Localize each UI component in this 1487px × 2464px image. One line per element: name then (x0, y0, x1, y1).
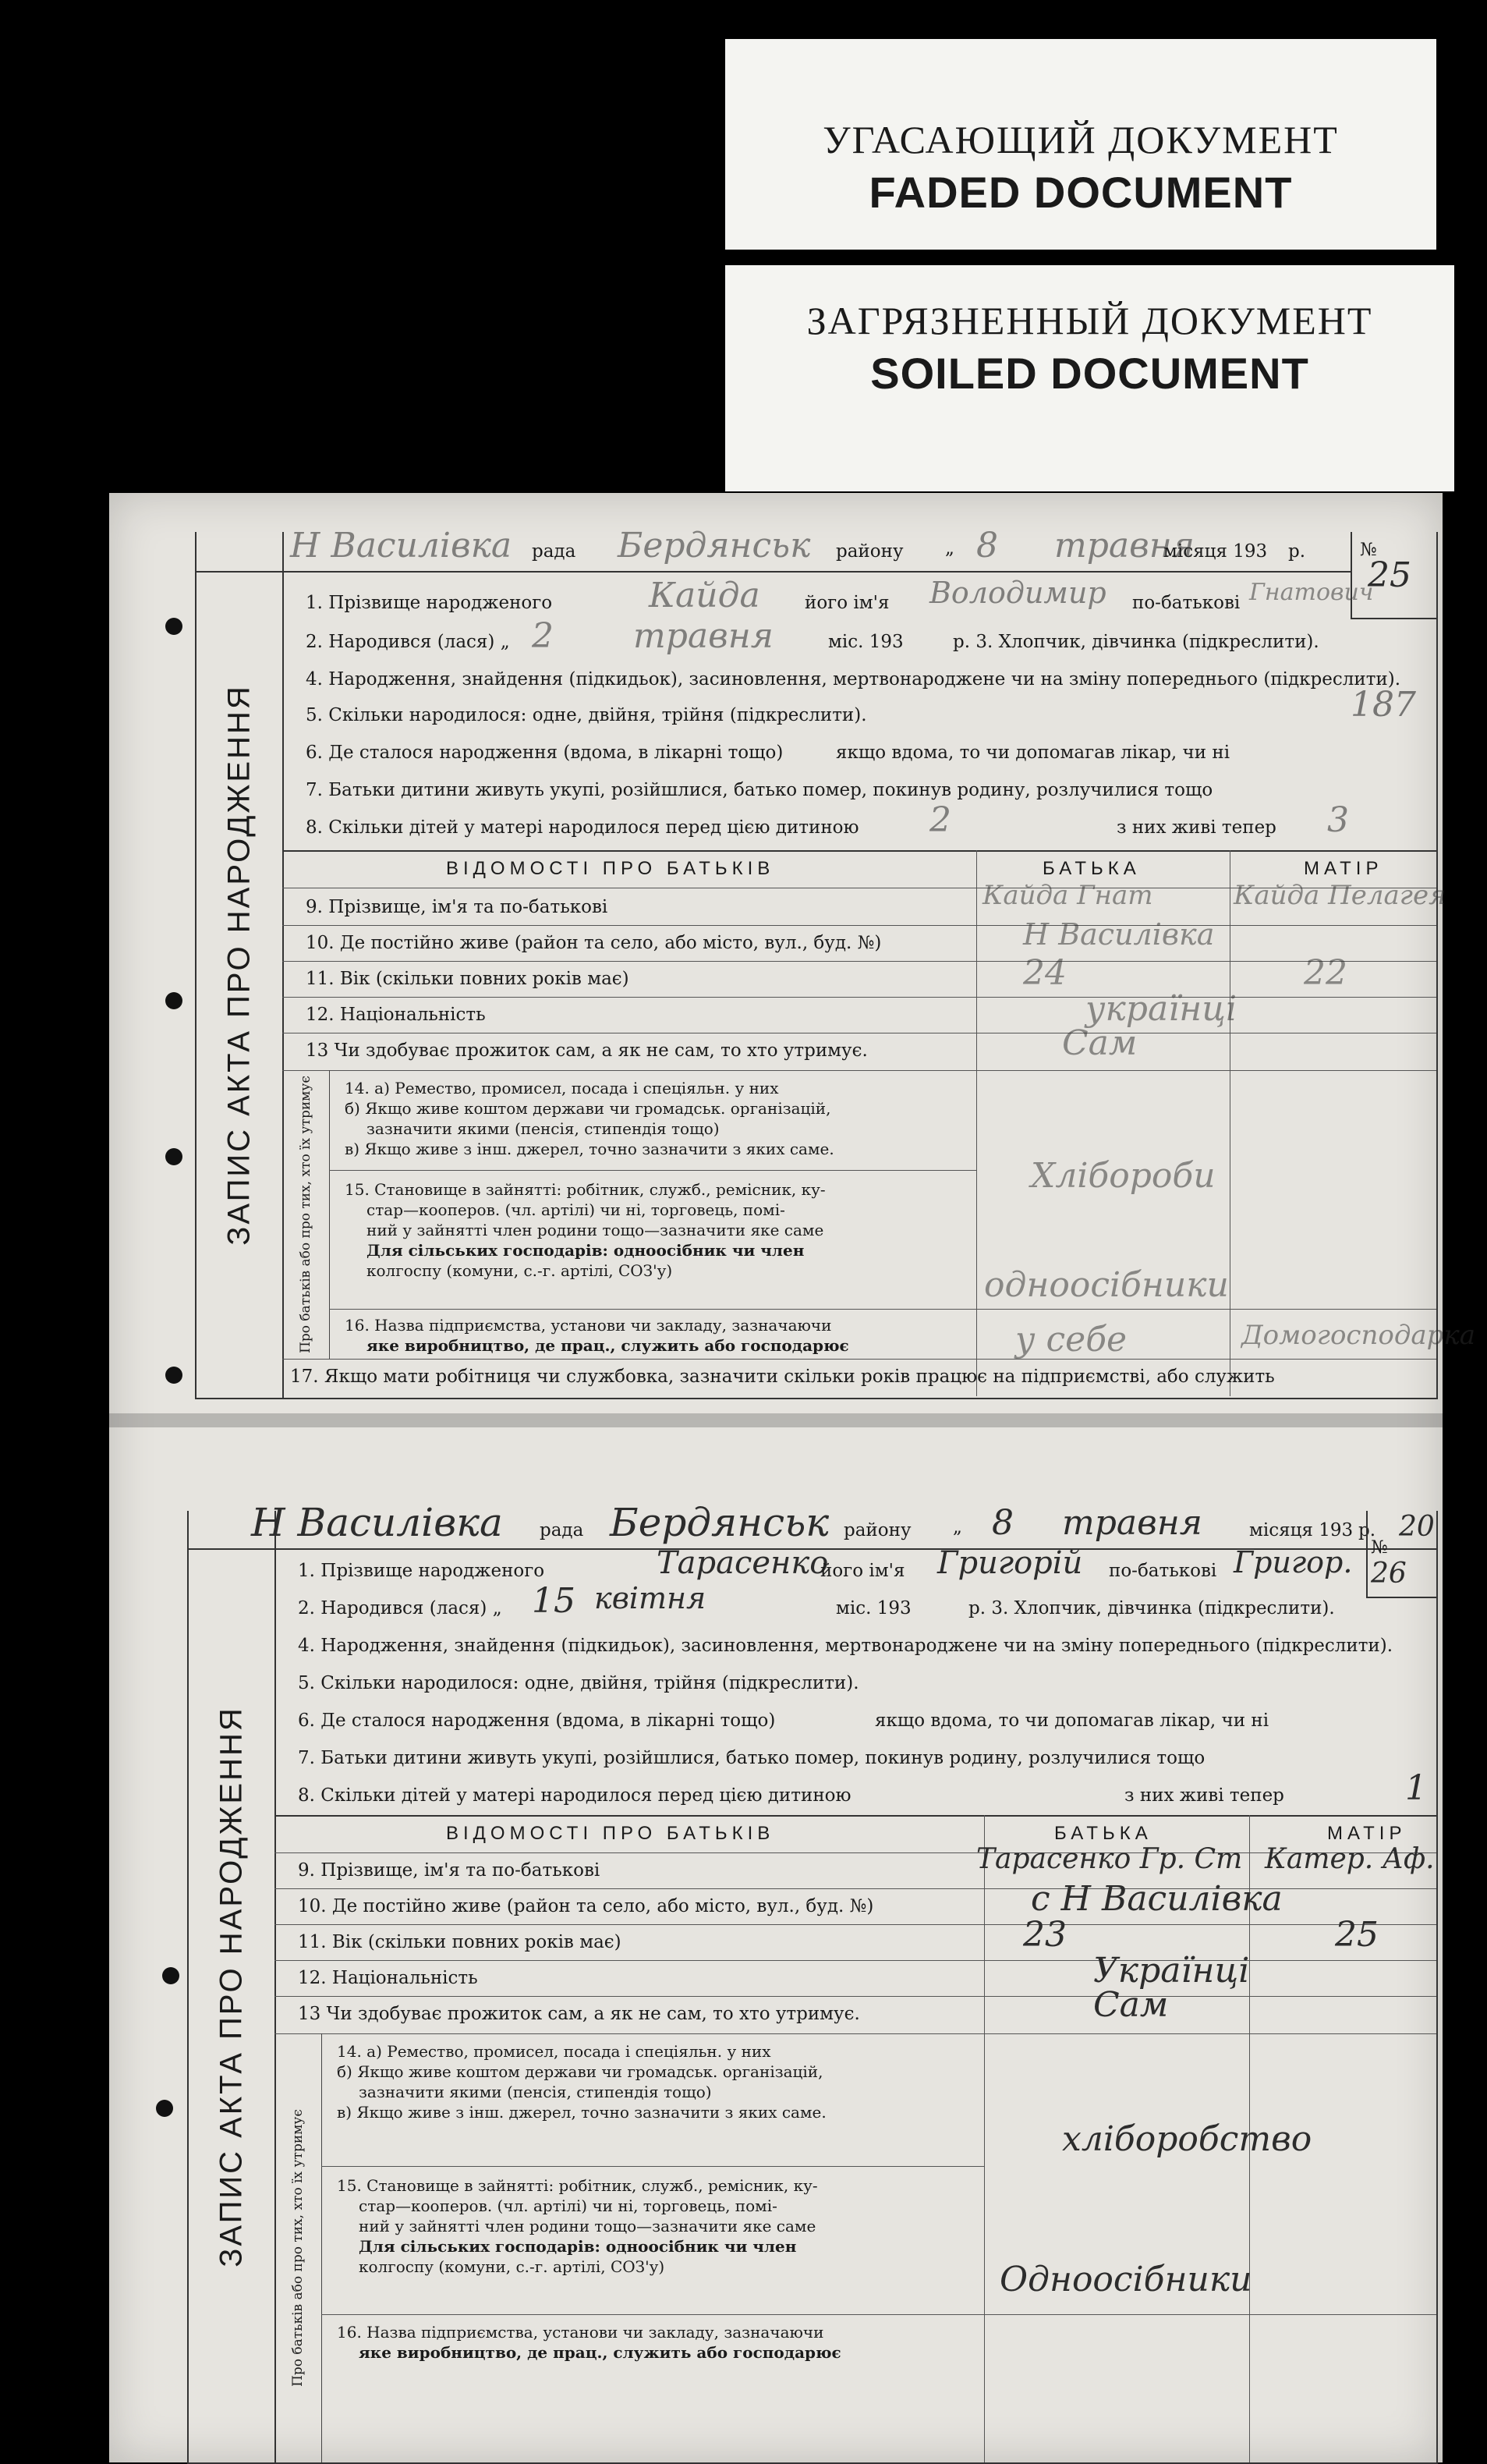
r7-label: 7. Батьки дитини живуть укупі, розійшлися, батько помер, покинув родину, розлучилися тощо (306, 780, 1213, 800)
r13-label: 13 Чи здобуває прожиток сам, а як не сам, то хто утримує. (306, 1041, 868, 1061)
record2-number-box (1366, 1511, 1436, 1598)
row-rule (274, 1996, 1436, 1997)
page-fold (109, 1413, 1443, 1427)
record2-district: Бердянськ (610, 1500, 830, 1545)
mother-header: МАТІР (1327, 1823, 1407, 1844)
row-rule (274, 1852, 1436, 1853)
row-rule (282, 997, 1436, 998)
record1-number: 25 (1368, 555, 1411, 595)
record1-margin-note: 187 (1351, 685, 1416, 725)
r8-alive-label: з них живі тепер (1117, 817, 1276, 838)
row-rule (329, 1170, 976, 1171)
r2-label: 2. Народився (лася) „ (298, 1598, 502, 1618)
parents-sub-side: Про батьків або про тих, хто їх утримує (274, 2033, 322, 2462)
r1-name-label: його ім'я (805, 593, 890, 613)
record2-day: 8 (992, 1503, 1014, 1543)
record1-q: „ (945, 538, 954, 558)
record1-birth-month: травня (633, 616, 774, 656)
r11-label: 11. Вік (скільки повних років має) (306, 969, 629, 989)
record1-r-label: р. (1288, 541, 1306, 562)
r6-doctor-label: якщо вдома, то чи допомагав лікар, чи ні (875, 1711, 1269, 1731)
r2-sex-label: р. 3. Хлопчик, дівчинка (підкреслити). (953, 632, 1319, 652)
r4-label: 4. Народження, знайдення (підкидьок), засиновлення, мертвонароджене чи на зміну попереднього (підкреслити). (298, 1636, 1393, 1656)
r8-label: 8. Скільки дітей у матері народилося перед цією дитиною (298, 1785, 851, 1806)
r1-name-label: його ім'я (820, 1561, 905, 1581)
record2-rayonu-label: району (844, 1520, 912, 1540)
record2-birth-month: квітня (594, 1581, 706, 1615)
r1-patronymic-label: по-батькові (1109, 1561, 1217, 1581)
r6-label: 6. Де сталося народження (вдома, в лікарні тощо) (298, 1711, 776, 1731)
r5-label: 5. Скільки народилося: одне, двійня, трійня (підкреслити). (306, 705, 867, 725)
record2-village: Н Василівка (251, 1500, 503, 1545)
record1-day: 8 (976, 526, 998, 565)
record1-rayonu-label: району (836, 541, 904, 562)
punch-hole (162, 1967, 179, 1984)
record1-name: Володимир (929, 576, 1106, 610)
r10-label: 10. Де постійно живе (район та село, або місто, вул., буд. №) (306, 933, 882, 953)
col-divider (984, 1815, 985, 2462)
row-rule (282, 1359, 1436, 1360)
father-header: БАТЬКА (1043, 858, 1141, 879)
record1-father-work: у себе (1015, 1320, 1128, 1360)
punch-hole (165, 618, 182, 635)
row-rule (321, 2314, 1436, 2315)
record2-father-name: Тарасенко Гр. Ст (976, 1843, 1243, 1875)
record2-occupation: хліборобство (1062, 2119, 1312, 2159)
r6-label: 6. Де сталося народження (вдома, в лікарні тощо) (306, 743, 784, 763)
record1-mother-age: 22 (1304, 953, 1347, 993)
r1-label: 1. Прізвище народженого (306, 593, 553, 613)
r8-alive-label: з них живі тепер (1124, 1785, 1284, 1806)
record1-district: Бердянськ (618, 526, 811, 565)
row-rule (329, 1309, 1436, 1310)
r12-label: 12. Національність (306, 1005, 486, 1025)
record1-mother-name: Кайда Пелагея (1234, 880, 1446, 911)
r1-label: 1. Прізвище народженого (298, 1561, 545, 1581)
record1-rada-label: рада (532, 541, 576, 562)
father-header: БАТЬКА (1054, 1823, 1152, 1844)
birth-record-1 (195, 526, 1475, 1399)
record2-father-age: 23 (1023, 1915, 1067, 1955)
punch-hole (165, 992, 182, 1009)
record1-father-age: 24 (1023, 953, 1067, 993)
record2-month: травня (1062, 1503, 1202, 1543)
record2-patronymic: Григор. (1234, 1545, 1353, 1579)
r17-label: 17. Якщо мати робітниця чи службовка, зазначити скільки років працює на підприємстві, або служить (290, 1367, 1275, 1387)
record1-mother-work: Домогосподарка (1241, 1320, 1475, 1351)
document-page (109, 493, 1475, 2462)
r16-block: 16. Назва підприємства, установи чи закладу, зазначаючи яке виробництво, де прац., служить або господарює (337, 2323, 841, 2362)
r10-label: 10. Де постійно живе (район та село, або місто, вул., буд. №) (298, 1896, 874, 1916)
r6-doctor-label: якщо вдома, то чи допомагав лікар, чи ні (836, 743, 1230, 763)
record1-misyatsya-label: місяця 193 (1163, 541, 1268, 562)
r8-label: 8. Скільки дітей у матері народилося перед цією дитиною (306, 817, 859, 838)
record1-children-before: 2 (929, 800, 951, 840)
r15-block: 15. Становище в зайнятті: робітник, служб., ремісник, ку- стар—кооперов. (чл. артілі) чи ні, торговець, помі- ний у зайнятті член родини тощо—зазначити яке саме Для сільських господарів: одноосібник чи член колгоспу (комуни, с.-г. артілі, СОЗ'у) (345, 1180, 826, 1280)
r16-block: 16. Назва підприємства, установи чи закладу, зазначаючи яке виробництво, де прац., служить або господарює (345, 1316, 849, 1355)
r2-label: 2. Народився (лася) „ (306, 632, 510, 652)
soiled-label-ru: ЗАГРЯЗНЕННЫЙ ДОКУМЕНТ (806, 299, 1373, 342)
r11-label: 11. Вік (скільки повних років має) (298, 1932, 621, 1952)
record1-surname: Кайда (649, 576, 760, 615)
col-divider (976, 850, 977, 1396)
r4-label: 4. Народження, знайдення (підкидьок), засиновлення, мертвонароджене чи на зміну попереднього (підкреслити). (306, 669, 1401, 690)
record2-children-alive: 1 (1405, 1768, 1427, 1808)
birth-record-2 (187, 1500, 1438, 2464)
record1-occupation: Хлібороби (1031, 1156, 1216, 1196)
record1-father-name: Кайда Гнат (982, 880, 1153, 911)
record1-no-label: № (1360, 540, 1377, 560)
record2-r-label: р. (1358, 1520, 1376, 1540)
soiled-document-label (725, 265, 1454, 491)
record-side-title: ЗАПИС АКТА ПРО НАРОДЖЕННЯ (196, 532, 284, 1398)
record2-birth-day: 15 (532, 1581, 575, 1621)
record2-number-old: 20 (1399, 1511, 1435, 1543)
record2-no-label: № (1371, 1537, 1388, 1558)
record2-number: 26 (1371, 1558, 1407, 1590)
faded-label-en: FADED DOCUMENT (869, 168, 1293, 217)
punch-hole (165, 1367, 182, 1384)
r14-block: 14. а) Ремество, промисел, посада і спеціяльн. у них б) Якщо живе коштом держави чи громадськ. організацій, зазначити якими (пенсія, стипендія тощо) в) Якщо живе з інш. джерел, точно зазначити з яких саме. (337, 2042, 827, 2122)
record-side-title: ЗАПИС АКТА ПРО НАРОДЖЕННЯ (189, 1511, 276, 2462)
row-rule (274, 1924, 1436, 1925)
record2-support: Сам (1093, 1985, 1169, 2025)
r9-label: 9. Прізвище, ім'я та по-батькові (298, 1860, 600, 1881)
record2-q: „ (953, 1517, 962, 1537)
row-rule (282, 961, 1436, 962)
row-rule (274, 1960, 1436, 1961)
record1-support: Сам (1062, 1023, 1138, 1063)
record1-village: Н Василівка (290, 526, 512, 565)
record2-name: Григорій (937, 1545, 1083, 1581)
record2-rada-label: рада (540, 1520, 584, 1540)
record2-status: Одноосібники (1000, 2260, 1252, 2299)
record2-misyatsya-label: місяця 193 (1249, 1520, 1354, 1540)
r7-label: 7. Батьки дитини живуть укупі, розійшлися, батько помер, покинув родину, розлучилися тощо (298, 1748, 1206, 1768)
mother-header: МАТІР (1304, 858, 1383, 879)
parents-sub-side: Про батьків або про тих, хто їх утримує (282, 1070, 330, 1359)
record1-birth-day: 2 (532, 616, 554, 656)
record2-mother-name: Катер. Аф. (1265, 1843, 1435, 1875)
r2-month-label: міс. 193 (828, 632, 904, 652)
row-rule (274, 2033, 1436, 2034)
row-rule (321, 2166, 984, 2167)
record2-residence: с Н Василівка (1031, 1879, 1283, 1919)
row-rule (282, 1070, 1436, 1071)
r1-patronymic-label: по-батькові (1132, 593, 1241, 613)
r13-label: 13 Чи здобуває прожиток сам, а як не сам, то хто утримує. (298, 2004, 860, 2024)
record1-residence: Н Василівка (1023, 917, 1215, 952)
record2-surname: Тарасенко (657, 1545, 829, 1581)
r2-sex-label: р. 3. Хлопчик, дівчинка (підкреслити). (968, 1598, 1335, 1618)
row-rule (282, 925, 1436, 926)
faded-label-ru: УГАСАЮЩИЙ ДОКУМЕНТ (823, 118, 1339, 161)
r14-block: 14. а) Ремество, промисел, посада і спеціяльн. у них б) Якщо живе коштом держави чи громадськ. організацій, зазначити якими (пенсія, стипендія тощо) в) Якщо живе з інш. джерел, точно зазначити з яких саме. (345, 1079, 834, 1158)
record2-mother-age: 25 (1335, 1915, 1379, 1955)
punch-hole (165, 1148, 182, 1165)
record1-nationality: українці (1085, 989, 1237, 1029)
punch-hole (156, 2100, 173, 2117)
record1-number-box (1351, 532, 1436, 619)
table-top-rule (282, 850, 1436, 852)
record1-month: травня (1054, 526, 1195, 565)
header-rule (196, 571, 1351, 573)
record1-children-alive: 3 (1327, 800, 1349, 840)
r5-label: 5. Скільки народилося: одне, двійня, трійня (підкреслити). (298, 1673, 859, 1693)
record1-status: одноосібники (984, 1265, 1229, 1305)
r15-block: 15. Становище в зайнятті: робітник, служб., ремісник, ку- стар—кооперов. (чл. артілі) чи ні, торговець, помі- ний у зайнятті член родини тощо—зазначити яке саме Для сільських господарів: одноосібник чи член колгоспу (комуни, с.-г. артілі, СОЗ'у) (337, 2176, 818, 2276)
info-header: ВІДОМОСТІ ПРО БАТЬКІВ (446, 858, 775, 879)
info-header: ВІДОМОСТІ ПРО БАТЬКІВ (446, 1823, 775, 1844)
record1-patronymic: Гнатович (1249, 579, 1374, 606)
r2-month-label: міс. 193 (836, 1598, 912, 1618)
record2-nationality: Українці (1093, 1951, 1250, 1991)
soiled-label-en: SOILED DOCUMENT (870, 349, 1309, 398)
r9-label: 9. Прізвище, ім'я та по-батькові (306, 897, 608, 917)
faded-document-label (725, 39, 1436, 250)
table-top-rule (274, 1815, 1436, 1817)
r12-label: 12. Національність (298, 1968, 478, 1988)
